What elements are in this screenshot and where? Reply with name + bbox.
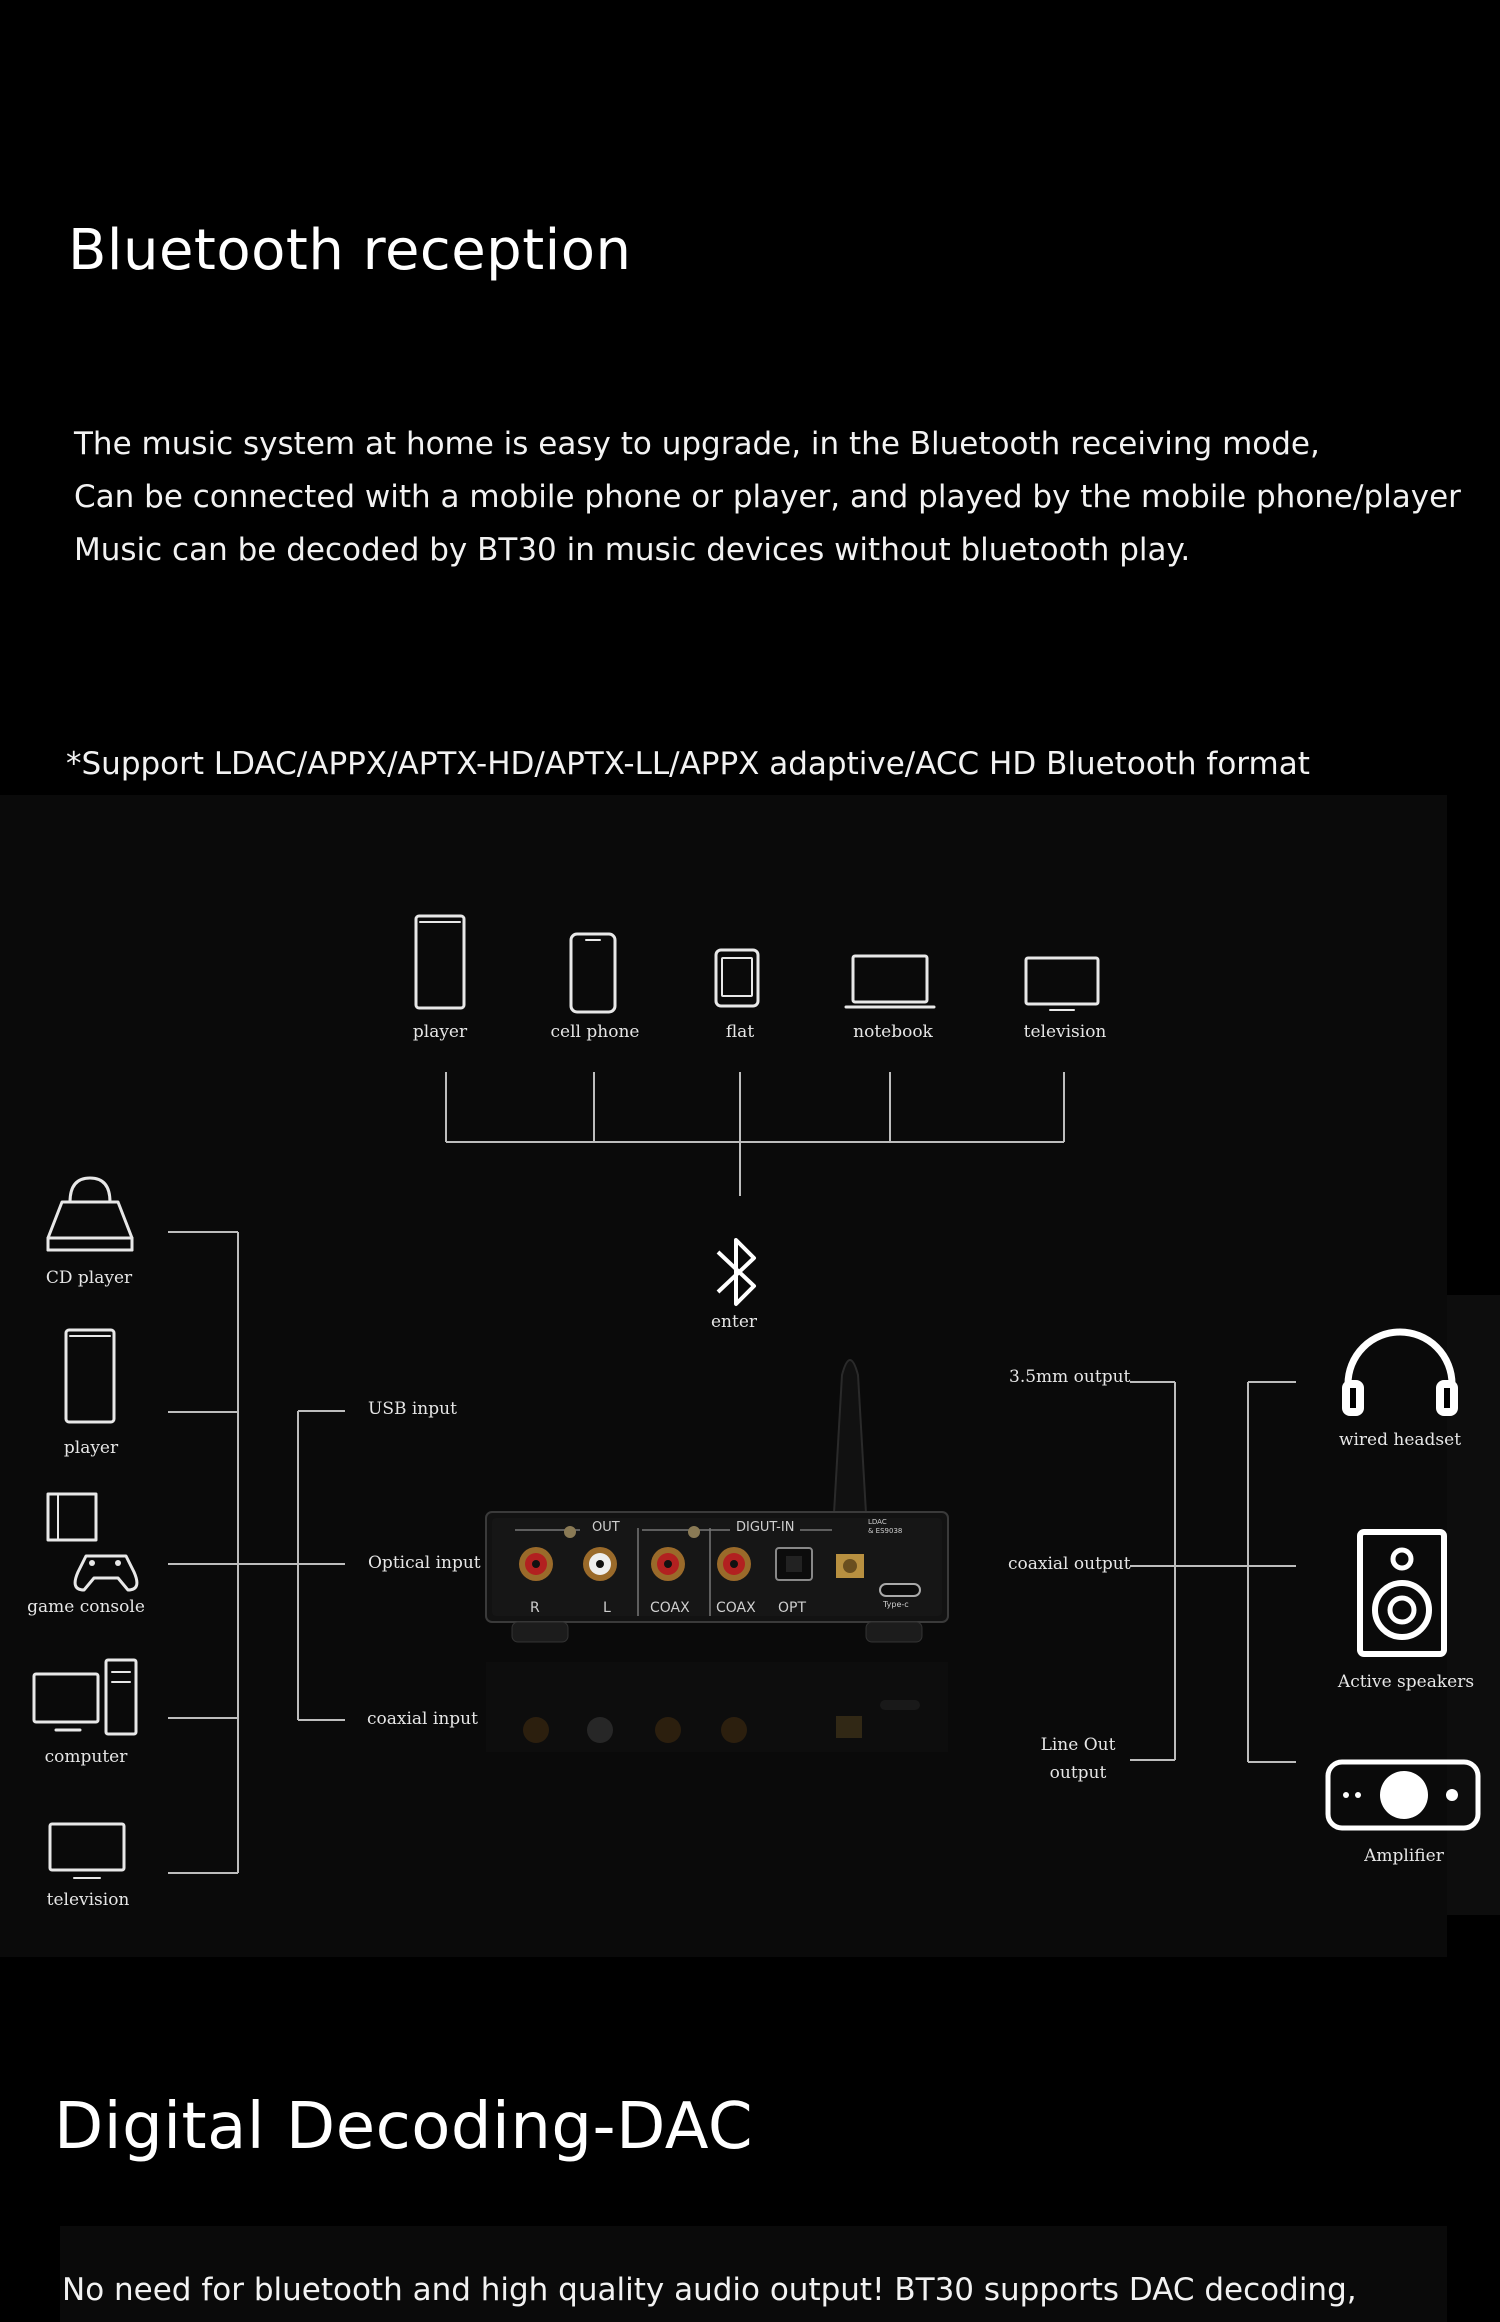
input-label-optical: Optical input — [368, 1553, 481, 1573]
input-label-usb: USB input — [368, 1399, 457, 1419]
usb-c-label: Type-c — [883, 1600, 909, 1609]
source-label-player: player — [412, 1022, 468, 1042]
wired-source-tree — [168, 1232, 345, 1873]
laptop-icon — [846, 956, 934, 1007]
dac-paragraph: No need for bluetooth and high quality audio output! BT30 supports DAC decoding, — [62, 2272, 1357, 2308]
bluetooth-label: enter — [710, 1312, 758, 1332]
source-label-flat: flat — [725, 1022, 755, 1042]
device-digit-in-label: DIGUT-IN — [736, 1520, 795, 1535]
input-label-coaxial: coaxial input — [367, 1709, 478, 1729]
device-badge: LDAC & ES9038 — [868, 1518, 903, 1535]
device-out-label: OUT — [592, 1520, 620, 1535]
paragraph-line: The music system at home is easy to upgrade, in the Bluetooth receiving mode, — [74, 426, 1320, 462]
device-label-amplifier: Amplifier — [1364, 1846, 1444, 1866]
device-label-speakers: Active speakers — [1337, 1672, 1475, 1692]
speaker-icon — [1360, 1532, 1444, 1654]
output-label-line-out: Line Out output — [1040, 1735, 1116, 1783]
device-label-headset: wired headset — [1338, 1430, 1462, 1450]
port-label: COAX — [650, 1600, 690, 1616]
output-label-coaxial: coaxial output — [1008, 1554, 1131, 1574]
amplifier-icon — [1328, 1762, 1478, 1828]
bluetooth-icon — [718, 1240, 754, 1304]
port-label: OPT — [778, 1600, 807, 1616]
cd-player-icon — [48, 1178, 132, 1250]
source-label-game-console: game console — [27, 1597, 145, 1617]
player-icon — [66, 1330, 114, 1422]
section-title-bluetooth: Bluetooth reception — [68, 218, 632, 283]
source-label-television: television — [1023, 1022, 1107, 1042]
output-label-3-5mm: 3.5mm output — [1009, 1367, 1131, 1387]
player-icon — [416, 916, 464, 1008]
cell-phone-icon — [571, 934, 615, 1012]
port-label: R — [530, 1600, 540, 1616]
bt30-device — [486, 1360, 948, 1752]
headphones-icon — [1342, 1332, 1458, 1416]
bluetooth-formats-note: *Support LDAC/APPX/APTX-HD/APTX-LL/APPX adaptive/ACC HD Bluetooth format — [66, 746, 1310, 782]
television-icon — [50, 1824, 124, 1878]
source-label-notebook: notebook — [853, 1022, 933, 1042]
paragraph-line: Can be connected with a mobile phone or player, and played by the mobile phone/player — [74, 479, 1461, 515]
television-icon — [1026, 958, 1098, 1010]
bluetooth-source-tree — [446, 1072, 1064, 1196]
source-label-television: television — [46, 1890, 130, 1910]
source-label-cd-player: CD player — [45, 1268, 133, 1288]
port-label: L — [603, 1600, 611, 1616]
source-label-player: player — [63, 1438, 119, 1458]
paragraph-line: Music can be decoded by BT30 in music devices without bluetooth play. — [74, 532, 1191, 568]
input-bracket — [298, 1411, 345, 1720]
tablet-icon — [716, 950, 758, 1006]
source-label-cell-phone: cell phone — [550, 1022, 640, 1042]
source-label-computer: computer — [44, 1747, 128, 1767]
computer-icon — [34, 1660, 136, 1734]
output-bracket — [1130, 1382, 1296, 1762]
port-label: COAX — [716, 1600, 756, 1616]
game-console-icon — [48, 1494, 137, 1590]
section-title-dac: Digital Decoding-DAC — [54, 2090, 754, 2164]
